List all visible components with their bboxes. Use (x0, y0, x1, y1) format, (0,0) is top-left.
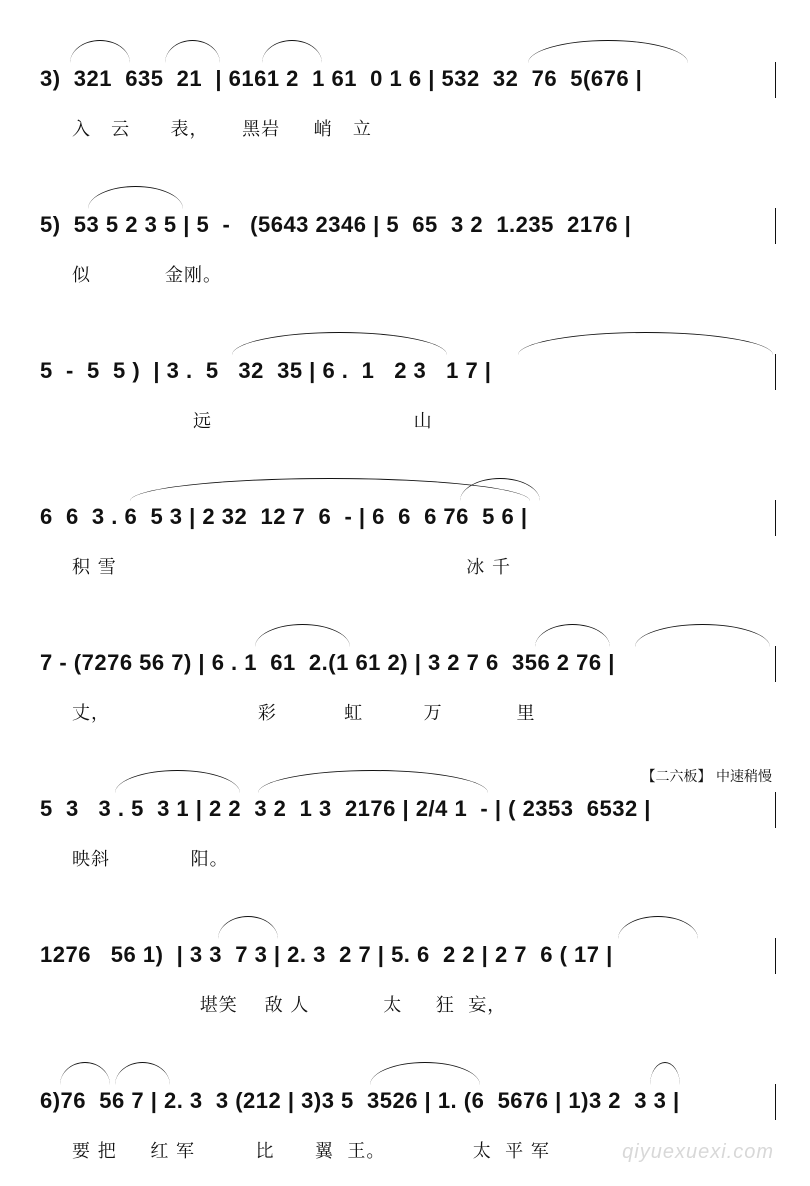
bar-line (775, 1084, 776, 1120)
score-system-5 (0, 598, 810, 744)
slur (650, 1062, 680, 1085)
lyrics-line: 入 云 表， 黑岩 峭 立 (72, 119, 372, 140)
jianpu-notes: 5 - 5 5 ) | 3 . 5 32 35 | 6 . 1 2 3 1 7 | (40, 358, 492, 383)
slur (115, 770, 240, 793)
lyrics-line: 远 山 (72, 411, 433, 432)
bar-line (775, 938, 776, 974)
slur (518, 332, 773, 355)
jianpu-notes: 1276 56 1) | 3 3 7 3 | 2. 3 2 7 | 5. 6 2 2 | 2 7 6 ( 17 | (40, 942, 613, 967)
score-system-1 (0, 14, 810, 160)
jianpu-notes: 3) 321 635 21 | 6161 2 1 61 0 1 6 | 532 32 76 5(676 | (40, 66, 643, 91)
score-system-4 (0, 452, 810, 598)
jianpu-notes: 6)76 56 7 | 2. 3 3 (212 | 3)3 5 3526 | 1. (6 5676 | 1)3 2 3 3 | (40, 1088, 680, 1113)
lyrics-line: 堪笑 敌 人 太 狂 妄， (72, 995, 507, 1016)
slur (218, 916, 278, 939)
slur (255, 624, 350, 647)
slur (635, 624, 770, 647)
slur (618, 916, 698, 939)
lyrics-line: 似 金刚。 (72, 265, 222, 286)
watermark: qiyuexuexi.com (622, 1141, 774, 1163)
section-mark: 【二六板】 中速稍慢 (641, 769, 772, 785)
slur (165, 40, 220, 63)
jianpu-notes: 5 3 3 . 5 3 1 | 2 2 3 2 1 3 2176 | 2/4 1 - | ( 2353 6532 | (40, 796, 651, 821)
bar-line (775, 500, 776, 536)
score-system-2 (0, 160, 810, 306)
lyrics-line: 丈， 彩 虹 万 里 (72, 703, 536, 724)
slur (258, 770, 488, 793)
bar-line (775, 792, 776, 828)
bar-line (775, 208, 776, 244)
slur (232, 332, 447, 355)
slur (535, 624, 610, 647)
slur (262, 40, 322, 63)
lyrics-line: 积 雪 冰 千 (72, 557, 511, 578)
score-system-3 (0, 306, 810, 452)
jianpu-notes: 5) 53 5 2 3 5 | 5 - (5643 2346 | 5 65 3 2 1.235 2176 | (40, 212, 632, 237)
slur (70, 40, 130, 63)
bar-line (775, 62, 776, 98)
score-system-6 (0, 744, 810, 890)
jianpu-notes: 7 - (7276 56 7) | 6 . 1 61 2.(1 61 2) | 3 2 7 6 356 2 76 | (40, 650, 615, 675)
bar-line (775, 354, 776, 390)
slur (370, 1062, 480, 1085)
jianpu-notes: 6 6 3 . 6 5 3 | 2 32 12 7 6 - | 6 6 6 76 5 6 | (40, 504, 528, 529)
slur (460, 478, 540, 501)
slur (528, 40, 688, 63)
slur (115, 1062, 170, 1085)
slur (88, 186, 183, 209)
score-system-7 (0, 890, 810, 1036)
lyrics-line: 映斜 阳。 (72, 849, 229, 870)
bar-line (775, 646, 776, 682)
lyrics-line: 要 把 红 军 比 翼 王。 太 平 军 (72, 1141, 550, 1162)
slur (60, 1062, 110, 1085)
